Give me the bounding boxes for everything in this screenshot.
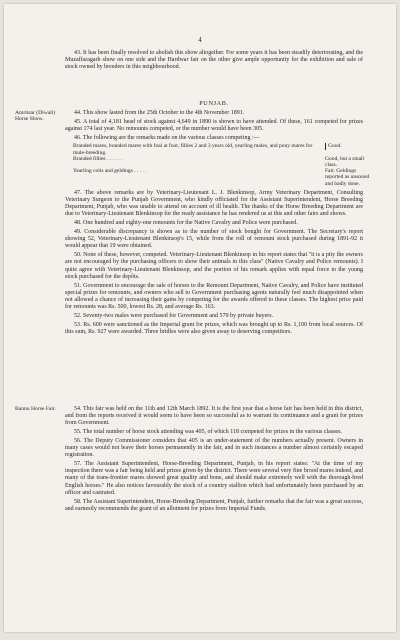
paragraph-56: 56. The Deputy Commissioner considers that 405 is an under-statement of the numbers actually present. Owners in many cases would not leave their horses permanently in the fair, and in such instances a number almost certainly escaped registration. [65, 437, 363, 459]
class-cell: Yearling colts and geldings . . . . . [73, 168, 147, 175]
paragraph-44: 44. This show lasted from the 25th October to the 4th November 1891. [74, 109, 245, 116]
paragraph-46: 46. The following are the remarks made on the various classes competing :— [74, 134, 260, 141]
paragraph-54: 54. This fair was held on the 11th and 12th March 1892. It is the first year that a horse fair has been held in this district, and from the reports received it would seem to have been so successful as to warrant its continuance and a grant for prizes from Government. [65, 405, 363, 427]
amritsar-section [15, 109, 370, 336]
blank-space [65, 338, 363, 406]
paragraph-58: 58. The Assistant Superintendent, Horse-Breeding Department, Punjab, further remarks that the fair was a great success, and earnestly recommends the grant of an allotment for prizes from Imperial Funds. [65, 498, 363, 512]
table-row [73, 168, 371, 187]
section-heading: PUNJAB. [199, 99, 229, 107]
remark-cell: Fair. Geldings reported as unsound and badly done. [325, 168, 370, 187]
paragraph-45: 45. A total of 4,181 head of stock against 4,649 in 1890 is shown to have attended. Of these, 161 competed for prizes against 174 last year. No remounts competed, or the number would have been 305. [65, 118, 363, 132]
page-body [15, 50, 370, 515]
paragraph-52: 52. Seventy-two males were purchased for Government and 579 by private buyers. [74, 313, 274, 320]
document-page [4, 4, 396, 632]
paragraph-50: 50. None of these, however, competed. Veterinary-Lieutenant Blenkinsop in his report states that "it is a pity the owners are not encouraged by the purchasing officers to show their animals in this class" (Native Cavalry and Police remounts). I quite agree with Veterinary-Lieutenant Blenkinsop, and the portion of his remark applies with equal force to the young stock purchased for the depôts. [65, 252, 363, 280]
page-number: 4 [198, 36, 202, 44]
bannu-section [15, 405, 363, 513]
class-cell: Branded fillies . . . . . . [73, 155, 123, 162]
paragraph-47: 47. The above remarks are by Veterinary-Lieutenant L. J. Blenkinsop, Army Veterinary Department, Consulting Veterinary Surgeon to the Punjab Government, who kindly officiated for the Assistant Superintendent, Horse Breeding Department, Punjab, who was unable to attend on account of ill health. The thanks of the Horse Breeding Department are due to Veterinary-Lieutenant Blenkinsop for the ready assistance he has rendered us at this and other fairs and shows. [65, 189, 363, 218]
remark-cell: Good. [325, 143, 342, 149]
paragraph-57: 57. The Assistant Superintendent, Horse-Breeding Department, Punjab, in his report states: "At the time of my inspection there was a fair being held and prizes given by the district. There were several very fine brood mares indeed, and many of the trans-frontier mares showed great quality and bone, and should make extremely well with the thorough-bred English horses." He also notices favourably the stock of a country stallion which had unfortunately been purchased by an officer and castrated. [65, 461, 363, 496]
table-row [73, 143, 371, 155]
paragraph-48: 48. One hundred and eighty-one remounts for the Native Cavalry and Police were purchased. [74, 220, 298, 227]
paragraph-55: 55. The total number of horse stock attending was 405, of which 118 competed for prizes in the various classes. [74, 429, 342, 436]
class-cell: Branded mares, branded mares with foal at foot, fillies 2 and 3 years old, yearling males, and pony mares for mule-breeding. [73, 143, 313, 156]
remarks-table [73, 143, 371, 186]
paragraph-51: 51. Government to encourage the sale of horses to the Remount Department, Native Cavalry, and Police have instituted special prizes for remounts, and owners who sell to Government purchasing agents naturally feel much disappointed when not allowed a chance of increasing their gains by competing for the awards offered to these classes. The highest price paid for remounts was Rs. 500, lowest Rs. 28, and average Rs. 163. [65, 282, 363, 311]
paragraph-53: 53. Rs. 600 were sanctioned as the Imperial grant for prizes, which was brought up to Rs. 1,100 from local sources. Of this sum, Rs. 927 were awarded. Three bridles were also given away to deserving competitors. [65, 321, 363, 336]
table-row [73, 156, 371, 168]
paragraph-49: 49. Considerable discrepancy is shown as to the number of stock bought for Government. The Secretary's report showing 52, Veterinary-Lieutenant Blenkinsop's 15, while from the roll of remount stock purchased during 1891-92 it would appear that 19 were obtained. [65, 229, 363, 250]
margin-note-bannu: Bannu Horse Fair. [15, 405, 56, 412]
margin-note-amritsar: Amritsar (Diwali) Horse Show. [15, 109, 56, 123]
paragraph-43: 43. It has been finally resolved to abolish this show altogether. For some years it has been steadily deteriorating, and the Muzaffaragarh show on one side and the Hardwar fair on the other give ample opportunity for the exhibition and sale of stock owned by breeders in this neighbourhood. [65, 50, 363, 71]
remark-cell: Good, but a small class. [325, 155, 365, 169]
